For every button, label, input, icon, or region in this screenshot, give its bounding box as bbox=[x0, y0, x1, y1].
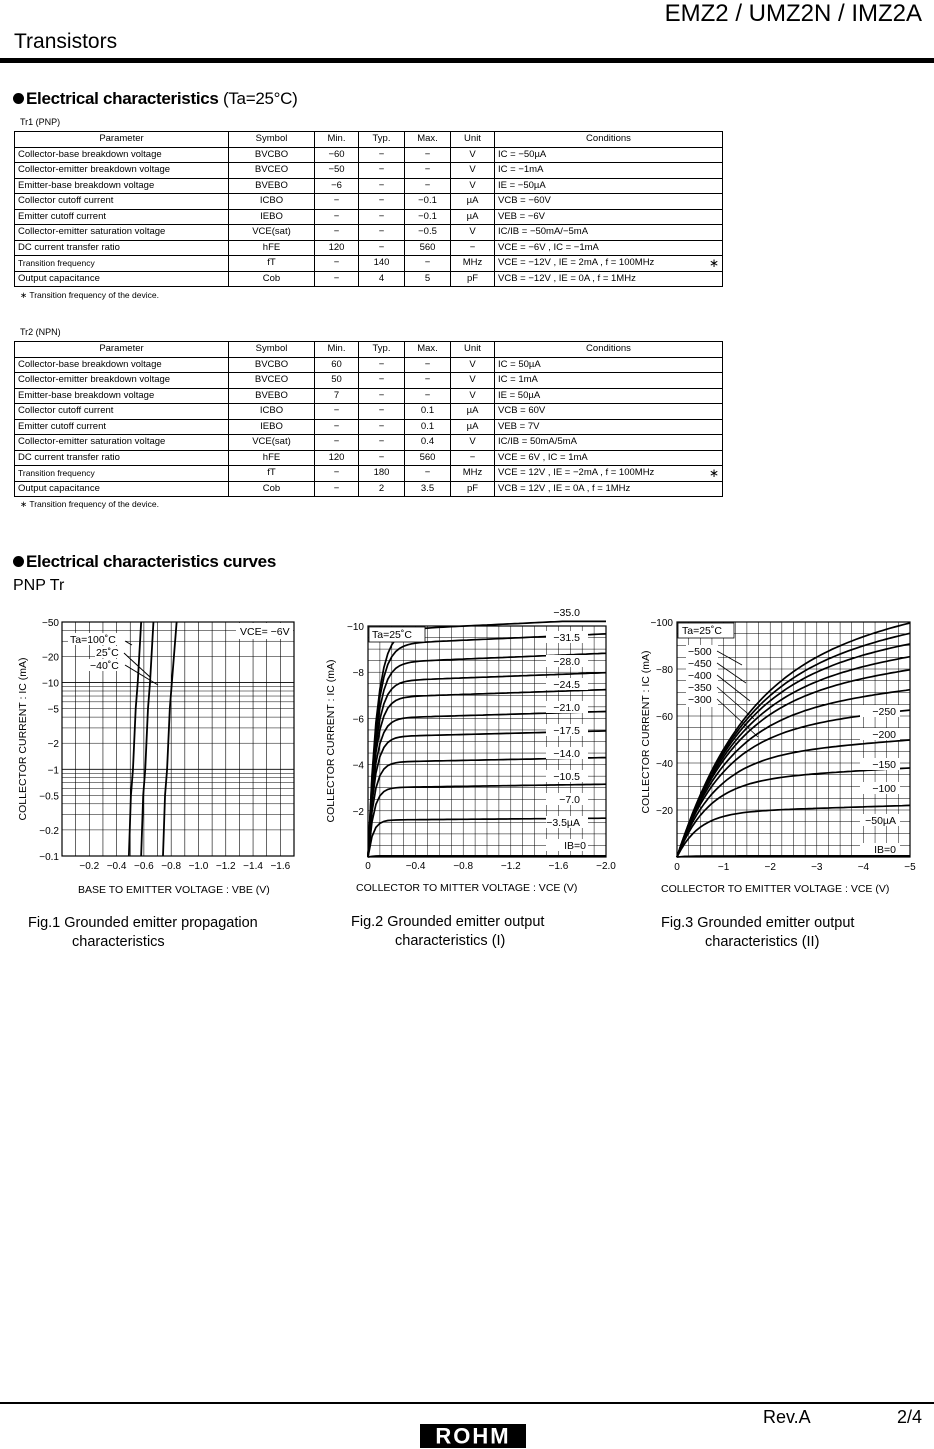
ta-annotation: Ta=25˚C bbox=[682, 625, 722, 637]
table-row bbox=[15, 373, 723, 389]
y-tick-label: −5 bbox=[47, 704, 59, 716]
table-cell: V bbox=[451, 388, 495, 404]
table-cell: Collector-base breakdown voltage bbox=[15, 357, 229, 373]
table-cell: Collector cutoff current bbox=[15, 404, 229, 420]
fig2-caption bbox=[351, 913, 544, 951]
table-row bbox=[15, 194, 723, 210]
table-cell: DC current transfer ratio bbox=[15, 450, 229, 466]
curve-label: −31.5 bbox=[553, 632, 580, 644]
curve-label: IB=0 bbox=[564, 840, 586, 852]
table-cell: Output capacitance bbox=[15, 481, 229, 497]
y-tick-label: −6 bbox=[352, 714, 364, 726]
table-cell bbox=[495, 404, 723, 420]
curve-label: −200 bbox=[872, 729, 896, 741]
x-tick-label: −0.8 bbox=[453, 861, 474, 872]
table-cell: − bbox=[405, 163, 451, 179]
fig3-caption bbox=[661, 914, 854, 952]
curve-label: −300 bbox=[688, 694, 712, 706]
x-tick-label: −2 bbox=[764, 862, 776, 873]
condition-text: VCE = −12V , IE = 2mA , f = 100MHz bbox=[498, 257, 655, 269]
table-cell: 4 bbox=[359, 271, 405, 287]
x-tick-label: −0.6 bbox=[134, 861, 154, 872]
table-cell: DC current transfer ratio bbox=[15, 240, 229, 256]
leader-line bbox=[717, 651, 742, 665]
table-cell: − bbox=[405, 178, 451, 194]
table-cell: −6 bbox=[315, 178, 359, 194]
condition-text: IC/IB = −50mA/−5mA bbox=[498, 226, 589, 238]
table-cell: − bbox=[359, 373, 405, 389]
table-cell: −50 bbox=[315, 163, 359, 179]
curve-label: −3.5µA bbox=[546, 817, 580, 829]
x-tick-label: −0.2 bbox=[79, 861, 100, 872]
table-row bbox=[15, 404, 723, 420]
y-tick-label: −100 bbox=[650, 618, 673, 629]
series-line bbox=[163, 622, 177, 856]
x-tick-label: −0.4 bbox=[405, 861, 426, 872]
condition-text: VCB = 12V , IE = 0A , f = 1MHz bbox=[498, 482, 631, 494]
table-cell: 180 bbox=[359, 466, 405, 482]
table-cell: Collector-emitter saturation voltage bbox=[15, 435, 229, 451]
table-cell: V bbox=[451, 435, 495, 451]
table-cell: V bbox=[451, 178, 495, 194]
series-label: 25˚C bbox=[96, 647, 119, 659]
logo-text: ROHM bbox=[435, 1424, 511, 1448]
table-row bbox=[15, 466, 723, 482]
table-cell: V bbox=[451, 147, 495, 163]
bullet-icon bbox=[13, 556, 24, 567]
column-header: Symbol bbox=[229, 342, 315, 358]
table-cell: BVEBO bbox=[229, 178, 315, 194]
table-cell: pF bbox=[451, 271, 495, 287]
table-cell: Collector-base breakdown voltage bbox=[15, 147, 229, 163]
leader-line bbox=[125, 641, 132, 645]
table-cell: Transition frequency bbox=[15, 466, 229, 482]
elec-cond: (Ta=25°C) bbox=[223, 89, 298, 108]
series-line bbox=[129, 622, 141, 856]
table-row bbox=[15, 209, 723, 225]
table-cell bbox=[495, 388, 723, 404]
column-header: Unit bbox=[451, 342, 495, 358]
table-cell: 0.4 bbox=[405, 435, 451, 451]
column-header: Parameter bbox=[15, 342, 229, 358]
condition-text: VEB = −6V bbox=[498, 210, 546, 222]
x-tick-label: −1.6 bbox=[548, 861, 569, 872]
fig1-caption-line1: Fig.1 Grounded emitter propagation bbox=[28, 915, 258, 931]
table-cell: − bbox=[451, 450, 495, 466]
condition-text: IC = 50µA bbox=[498, 358, 541, 370]
table-cell: −0.5 bbox=[405, 225, 451, 241]
curve-label: −100 bbox=[872, 783, 896, 795]
table-cell bbox=[495, 256, 723, 272]
table-cell: µA bbox=[451, 419, 495, 435]
condition-text: IC = −50µA bbox=[498, 148, 547, 160]
fig3-caption-line1: Fig.3 Grounded emitter output bbox=[661, 915, 855, 931]
table-cell: MHz bbox=[451, 466, 495, 482]
tr2-table bbox=[14, 341, 723, 497]
y-tick-label: −1 bbox=[47, 765, 59, 777]
table-cell bbox=[495, 373, 723, 389]
x-tick-label: −1 bbox=[717, 862, 730, 873]
x-tick-label: −1.4 bbox=[243, 861, 263, 872]
table-cell bbox=[495, 271, 723, 287]
ta-annotation: Ta=25˚C bbox=[372, 629, 412, 641]
table-cell: − bbox=[405, 147, 451, 163]
column-header: Unit bbox=[451, 132, 495, 148]
table-cell: 0.1 bbox=[405, 404, 451, 420]
table-cell: − bbox=[315, 435, 359, 451]
table-cell: − bbox=[315, 404, 359, 420]
table-cell: 140 bbox=[359, 256, 405, 272]
bullet-icon bbox=[13, 93, 24, 104]
curve-label: −24.5 bbox=[553, 679, 580, 691]
condition-text: VCE = 6V , IC = 1mA bbox=[498, 451, 588, 463]
table-cell: µA bbox=[451, 404, 495, 420]
table-cell: − bbox=[359, 357, 405, 373]
curve-label: −400 bbox=[688, 670, 712, 682]
table-cell: 7 bbox=[315, 388, 359, 404]
table-cell: V bbox=[451, 357, 495, 373]
table-cell: − bbox=[315, 466, 359, 482]
table-row bbox=[15, 357, 723, 373]
table-cell bbox=[495, 178, 723, 194]
table-cell: hFE bbox=[229, 450, 315, 466]
table-cell: − bbox=[405, 388, 451, 404]
table-cell: 2 bbox=[359, 481, 405, 497]
rohm-logo bbox=[420, 1424, 526, 1448]
table-cell: Cob bbox=[229, 481, 315, 497]
table-cell: − bbox=[315, 419, 359, 435]
curve-label: −500 bbox=[688, 646, 712, 658]
x-tick-label: −5 bbox=[904, 862, 916, 873]
fig3-chart bbox=[620, 605, 934, 895]
column-header: Conditions bbox=[495, 342, 723, 358]
table-cell: hFE bbox=[229, 240, 315, 256]
table-row bbox=[15, 147, 723, 163]
table-header-row bbox=[15, 342, 723, 358]
tr1-note: ∗ Transition frequency of the device. bbox=[20, 290, 159, 300]
x-tick-label: −4 bbox=[857, 862, 870, 873]
table-cell: 120 bbox=[315, 240, 359, 256]
leader-line bbox=[717, 663, 746, 683]
table-cell: BVCEO bbox=[229, 163, 315, 179]
table-cell: BVEBO bbox=[229, 388, 315, 404]
curve-label: −21.0 bbox=[553, 702, 580, 714]
table-cell: Emitter cutoff current bbox=[15, 209, 229, 225]
table-cell: ICBO bbox=[229, 404, 315, 420]
table-cell: pF bbox=[451, 481, 495, 497]
table-cell: − bbox=[405, 256, 451, 272]
table-cell: Collector-emitter breakdown voltage bbox=[15, 373, 229, 389]
condition-text: VCB = 60V bbox=[498, 405, 546, 417]
tr2-note: ∗ Transition frequency of the device. bbox=[20, 499, 159, 509]
table-cell: 60 bbox=[315, 357, 359, 373]
y-tick-label: −2 bbox=[47, 739, 59, 751]
x-tick-label: −1.0 bbox=[188, 861, 209, 872]
page-number: 2/4 bbox=[896, 1407, 922, 1427]
column-header: Typ. bbox=[359, 342, 405, 358]
section-title: Transistors bbox=[14, 30, 118, 53]
table-cell: V bbox=[451, 225, 495, 241]
y-tick-label: −0.2 bbox=[39, 825, 59, 837]
part-number: EMZ2 / UMZ2N / IMZ2A bbox=[664, 0, 922, 27]
y-tick-label: −8 bbox=[352, 668, 364, 680]
x-tick-label: −2.0 bbox=[596, 861, 616, 872]
condition-text: IC = 1mA bbox=[498, 374, 538, 386]
condition-text: IE = 50µA bbox=[498, 389, 541, 401]
y-axis-title: COLLECTOR CURRENT : IC (mA) bbox=[17, 657, 29, 821]
fig1-chart bbox=[0, 605, 310, 895]
y-tick-label: −10 bbox=[347, 622, 364, 633]
table-cell: − bbox=[359, 178, 405, 194]
x-tick-label: −1.6 bbox=[270, 861, 291, 872]
table-cell: V bbox=[451, 163, 495, 179]
table-cell: − bbox=[315, 194, 359, 210]
curves-title: Electrical characteristics curves bbox=[26, 552, 276, 571]
curves-heading bbox=[13, 552, 276, 572]
revision: Rev.A bbox=[763, 1407, 811, 1427]
x-tick-label: −0.4 bbox=[106, 861, 127, 872]
column-header: Min. bbox=[315, 132, 359, 148]
table-cell bbox=[495, 435, 723, 451]
fig1-caption-line2: characteristics bbox=[72, 934, 165, 950]
tr1-label: Tr1 (PNP) bbox=[20, 117, 61, 127]
table-cell bbox=[495, 466, 723, 482]
y-tick-label: −20 bbox=[656, 806, 673, 817]
y-tick-label: −10 bbox=[42, 678, 59, 690]
condition-text: IC/IB = 50mA/5mA bbox=[498, 436, 577, 448]
footer-rule bbox=[0, 1402, 934, 1404]
curve-label: −10.5 bbox=[553, 771, 580, 783]
table-cell: − bbox=[315, 271, 359, 287]
table-cell: −0.1 bbox=[405, 194, 451, 210]
table-cell: BVCBO bbox=[229, 147, 315, 163]
table-cell: 50 bbox=[315, 373, 359, 389]
x-tick-label: −1.2 bbox=[500, 861, 521, 872]
table-cell: − bbox=[359, 404, 405, 420]
table-row bbox=[15, 256, 723, 272]
column-header: Conditions bbox=[495, 132, 723, 148]
table-cell: VCE(sat) bbox=[229, 225, 315, 241]
curve-label: −35.0 bbox=[553, 607, 580, 619]
tr2-label: Tr2 (NPN) bbox=[20, 327, 61, 337]
table-cell: IEBO bbox=[229, 419, 315, 435]
table-cell: − bbox=[359, 419, 405, 435]
table-cell: − bbox=[315, 481, 359, 497]
table-cell: Collector-emitter saturation voltage bbox=[15, 225, 229, 241]
x-tick-label: 0 bbox=[674, 862, 680, 873]
tr1-table bbox=[14, 131, 723, 287]
table-cell bbox=[495, 450, 723, 466]
y-tick-label: −0.1 bbox=[39, 852, 59, 863]
table-cell: 560 bbox=[405, 450, 451, 466]
table-row bbox=[15, 240, 723, 256]
curve-label: −50µA bbox=[865, 815, 896, 827]
elec-section-heading bbox=[13, 89, 298, 109]
table-row bbox=[15, 225, 723, 241]
table-row bbox=[15, 271, 723, 287]
table-cell: IEBO bbox=[229, 209, 315, 225]
curve-label: −28.0 bbox=[553, 656, 580, 668]
footnote-mark: ∗ bbox=[708, 466, 719, 481]
table-cell: Collector cutoff current bbox=[15, 194, 229, 210]
column-header: Min. bbox=[315, 342, 359, 358]
table-cell: V bbox=[451, 373, 495, 389]
fig1-caption bbox=[28, 914, 258, 952]
table-cell: µA bbox=[451, 209, 495, 225]
curve-label: −250 bbox=[872, 706, 896, 718]
table-cell bbox=[495, 481, 723, 497]
table-row bbox=[15, 419, 723, 435]
table-cell: 5 bbox=[405, 271, 451, 287]
table-cell: ICBO bbox=[229, 194, 315, 210]
table-cell: − bbox=[359, 163, 405, 179]
column-header: Typ. bbox=[359, 132, 405, 148]
y-tick-label: −0.5 bbox=[39, 791, 59, 803]
table-cell: Cob bbox=[229, 271, 315, 287]
table-cell: BVCBO bbox=[229, 357, 315, 373]
curve-label: −450 bbox=[688, 658, 712, 670]
curve-label: −14.0 bbox=[553, 748, 580, 760]
table-cell: VCE(sat) bbox=[229, 435, 315, 451]
curves-subtitle: PNP Tr bbox=[13, 577, 65, 594]
table-cell: Emitter cutoff current bbox=[15, 419, 229, 435]
table-cell: Emitter-base breakdown voltage bbox=[15, 178, 229, 194]
condition-text: IE = −50µA bbox=[498, 179, 546, 191]
table-cell: − bbox=[359, 147, 405, 163]
y-tick-label: −4 bbox=[352, 760, 364, 772]
column-header: Parameter bbox=[15, 132, 229, 148]
elec-title: Electrical characteristics bbox=[26, 89, 219, 108]
table-cell bbox=[495, 357, 723, 373]
table-cell: − bbox=[315, 225, 359, 241]
table-cell: −60 bbox=[315, 147, 359, 163]
table-cell: 560 bbox=[405, 240, 451, 256]
y-tick-label: −2 bbox=[352, 806, 364, 818]
table-cell bbox=[495, 194, 723, 210]
table-cell bbox=[495, 225, 723, 241]
table-cell: µA bbox=[451, 194, 495, 210]
table-row bbox=[15, 178, 723, 194]
y-axis-title: COLLECTOR CURRENT : IC (mA) bbox=[640, 650, 652, 814]
table-cell: 0.1 bbox=[405, 419, 451, 435]
x-tick-label: −3 bbox=[811, 862, 823, 873]
footnote-mark: ∗ bbox=[708, 256, 719, 271]
leader-line bbox=[717, 675, 750, 701]
curve-label: −350 bbox=[688, 682, 712, 694]
condition-text: VCE = −6V , IC = −1mA bbox=[498, 241, 599, 253]
table-cell: − bbox=[405, 357, 451, 373]
table-cell: Output capacitance bbox=[15, 271, 229, 287]
table-cell bbox=[495, 147, 723, 163]
table-cell: − bbox=[359, 209, 405, 225]
table-cell: Emitter-base breakdown voltage bbox=[15, 388, 229, 404]
table-cell bbox=[495, 163, 723, 179]
series-line bbox=[141, 622, 153, 856]
fig2-caption-line1: Fig.2 Grounded emitter output bbox=[351, 914, 545, 930]
y-tick-label: −60 bbox=[656, 712, 673, 723]
fig2-caption-line2: characteristics (I) bbox=[395, 933, 506, 949]
table-row bbox=[15, 481, 723, 497]
table-cell: Transition frequency bbox=[15, 256, 229, 272]
table-cell: − bbox=[315, 209, 359, 225]
table-cell: fT bbox=[229, 466, 315, 482]
table-cell: − bbox=[405, 373, 451, 389]
x-tick-label: 0 bbox=[365, 861, 371, 872]
x-axis-title: COLLECTOR TO MITTER VOLTAGE : VCE (V) bbox=[356, 882, 578, 894]
x-axis-title: BASE TO EMITTER VOLTAGE : VBE (V) bbox=[78, 884, 270, 895]
column-header: Max. bbox=[405, 342, 451, 358]
table-cell: − bbox=[359, 240, 405, 256]
table-cell: Collector-emitter breakdown voltage bbox=[15, 163, 229, 179]
condition-text: VCB = −12V , IE = 0A , f = 1MHz bbox=[498, 272, 636, 284]
series-label: Ta=100˚C bbox=[70, 634, 116, 646]
table-row bbox=[15, 163, 723, 179]
table-cell: − bbox=[359, 388, 405, 404]
series-label: −40˚C bbox=[90, 660, 119, 672]
table-cell: − bbox=[451, 240, 495, 256]
fig3-caption-line2: characteristics (II) bbox=[705, 934, 820, 950]
curve-label: −17.5 bbox=[553, 725, 580, 737]
table-cell: fT bbox=[229, 256, 315, 272]
table-header-row bbox=[15, 132, 723, 148]
column-header: Max. bbox=[405, 132, 451, 148]
table-cell bbox=[495, 240, 723, 256]
header-rule bbox=[0, 58, 934, 63]
condition-text: VCE = 12V , IE = −2mA , f = 100MHz bbox=[498, 467, 655, 479]
vce-annotation: VCE= −6V bbox=[240, 626, 290, 638]
table-row bbox=[15, 388, 723, 404]
table-cell: − bbox=[405, 466, 451, 482]
table-cell: − bbox=[359, 225, 405, 241]
table-cell: − bbox=[315, 256, 359, 272]
y-axis-title: COLLECTOR CURRENT : IC (mA) bbox=[325, 659, 337, 823]
table-row bbox=[15, 450, 723, 466]
table-cell bbox=[495, 209, 723, 225]
condition-text: VCB = −60V bbox=[498, 195, 551, 207]
curve-label: −150 bbox=[872, 759, 896, 771]
x-tick-label: −0.8 bbox=[161, 861, 182, 872]
x-axis-title: COLLECTOR TO EMITTER VOLTAGE : VCE (V) bbox=[661, 883, 890, 895]
fig2-chart bbox=[310, 605, 620, 895]
curve-label: IB=0 bbox=[874, 844, 896, 856]
y-tick-label: −40 bbox=[656, 759, 673, 770]
table-cell bbox=[495, 419, 723, 435]
condition-text: VEB = 7V bbox=[498, 420, 540, 432]
y-tick-label: −20 bbox=[42, 652, 59, 664]
table-cell: MHz bbox=[451, 256, 495, 272]
table-cell: − bbox=[359, 194, 405, 210]
column-header: Symbol bbox=[229, 132, 315, 148]
table-cell: 3.5 bbox=[405, 481, 451, 497]
y-tick-label: −80 bbox=[656, 665, 673, 676]
table-row bbox=[15, 435, 723, 451]
x-tick-label: −1.2 bbox=[215, 861, 236, 872]
table-cell: −0.1 bbox=[405, 209, 451, 225]
curve-label: −7.0 bbox=[559, 794, 580, 806]
condition-text: IC = −1mA bbox=[498, 164, 544, 176]
table-cell: − bbox=[359, 450, 405, 466]
table-cell: 120 bbox=[315, 450, 359, 466]
table-cell: BVCEO bbox=[229, 373, 315, 389]
y-tick-label: −50 bbox=[42, 618, 59, 629]
table-cell: − bbox=[359, 435, 405, 451]
